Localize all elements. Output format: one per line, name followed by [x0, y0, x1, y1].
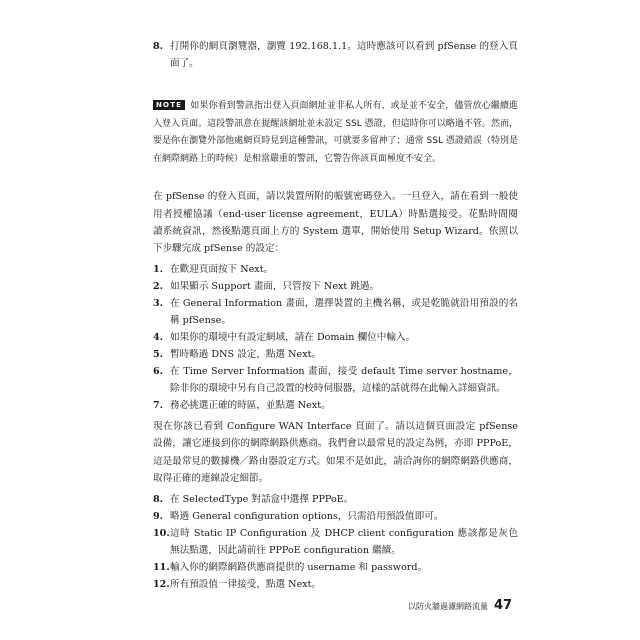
- list-item: [153, 295, 518, 329]
- step-number: 7.: [153, 400, 164, 412]
- step-number: 5.: [153, 349, 164, 361]
- page-footer: [408, 598, 512, 613]
- step-text: 在 SelectedType 對話盒中選擇 PPPoE。: [170, 494, 354, 505]
- step-text: 如果顯示 Support 畫面，只管按下 Next 跳過。: [170, 281, 380, 293]
- list-item: [153, 397, 518, 414]
- step-text: 所有預設值一律接受，點選 Next。: [170, 579, 322, 590]
- step-number: 12.: [153, 579, 170, 590]
- page-content: [153, 38, 518, 593]
- step-text: 這時 Static IP Configuration 及 DHCP client configuration 應該都是灰色無法點選，因此請前往 PPPoE configuration 繼續。: [170, 528, 518, 556]
- step-text: 略過 General configuration options，只需沿用預設值即可。: [170, 511, 444, 522]
- note-label: NOTE: [153, 100, 185, 110]
- list-item: [153, 329, 518, 346]
- step-number: 9.: [153, 511, 164, 522]
- list-item: [153, 346, 518, 363]
- list-item: [153, 576, 518, 593]
- paragraph-login: 在 pfSense 的登入頁面，請以裝置所附的帳號密碼登入。一旦登入，請在看到一般使用者授權協議（end-user license agreement，EULA）時點選接受。花點時間閱讀系統資訊，然後點選頁面上方的 System 選單，開始使用 Setup Wizard。依照以下步驟完成 pfSense 的設定：: [153, 191, 518, 254]
- step-number: 4.: [153, 332, 164, 344]
- step-number: 3.: [153, 298, 164, 310]
- step-text: 如果你的環境中有設定網域，請在 Domain 欄位中輸入。: [170, 332, 416, 344]
- list-item: [153, 525, 518, 559]
- step-number: 2.: [153, 281, 164, 293]
- list-item: [153, 261, 518, 278]
- step-number: 8.: [153, 41, 164, 52]
- list-item: [153, 363, 518, 397]
- step-number: 11.: [153, 562, 170, 573]
- step-8-open-browser: [153, 38, 518, 72]
- note-text: 如果你看到警訊指出登入頁面網址並非私人所有、或是並不安全，儘管放心繼續進入登入頁面。這段警訊意在提醒該網址並未設定 SSL 憑證，但這時你可以略過不管。然而，要是你在瀏覽外部他處網頁時見到這種警訊，可就要多留神了；通常 SSL 憑證錯誤（特別是在網際網路上的時候）是相當嚴重的警訊，它警告你該頁面極度不安全。: [153, 101, 518, 164]
- step-text: 務必挑選正確的時區，並點選 Next。: [170, 400, 331, 412]
- step-text: 在 General Information 畫面，選擇裝置的主機名稱，或是乾脆就沿用預設的名稱 pfSense。: [170, 298, 518, 327]
- note-box: [153, 98, 518, 168]
- step-text: 暫時略過 DNS 設定，點選 Next。: [170, 349, 322, 361]
- step-number: 8.: [153, 494, 164, 505]
- list-item: [153, 491, 518, 508]
- step-number: 1.: [153, 264, 164, 276]
- setup-steps-list: [153, 261, 518, 414]
- page-number: 47: [494, 598, 513, 613]
- wan-steps-list: [153, 491, 518, 593]
- step-text: 輸入你的網際網路供應商提供的 username 和 password。: [170, 562, 428, 573]
- list-item: [153, 278, 518, 295]
- paragraph-wan: 現在你該已看到 Configure WAN Interface 頁面了。請以這個頁面設定 pfSense 設備，讓它連接到你的網際網路供應商。我們會以最常見的設定為例，亦即 PPPoE，這是最常見的數據機／路由器設定方式。如果不是如此，請洽詢你的網際網路供應商，取得正確的連線設定細節。: [153, 421, 518, 484]
- step-text: 在歡迎頁面按下 Next。: [170, 264, 274, 276]
- step-number: 10.: [153, 528, 170, 539]
- step-number: 6.: [153, 366, 164, 378]
- chapter-title: 以防火牆過濾網路流量: [408, 602, 488, 611]
- list-item: [153, 559, 518, 576]
- list-item: [153, 508, 518, 525]
- step-text: 打開你的網頁瀏覽器，瀏覽 192.168.1.1。這時應該可以看到 pfSense 的登入頁面了。: [170, 41, 518, 69]
- step-text: 在 Time Server Information 畫面，接受 default Time server hostname，除非你的環境中另有自己設置的校時伺服器，這樣的話就得在此輸入詳細資訊。: [170, 366, 518, 395]
